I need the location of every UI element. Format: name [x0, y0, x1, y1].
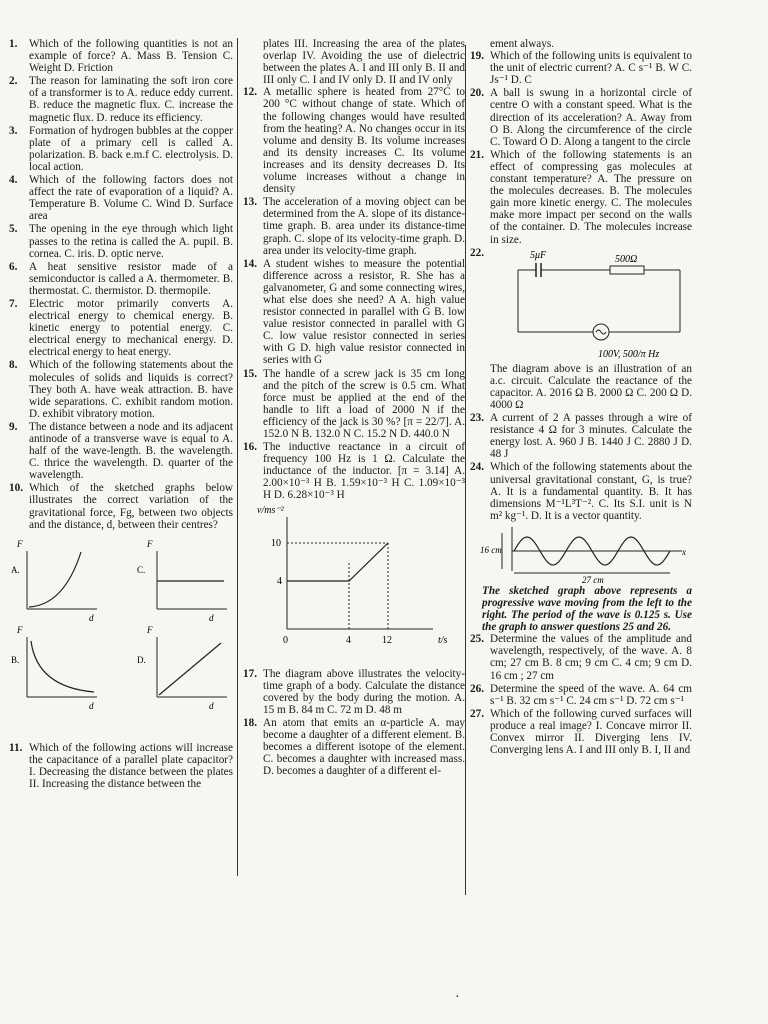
question-number: 22. [470, 246, 484, 259]
question-number: 10. [9, 482, 23, 495]
question-text: Which of the following statements about the universal gravitational constant, G, is true? A. It is a fundamental quantity. B. It has dimensions M⁻¹L³T⁻². C. Its S.I. unit is N m² kg⁻¹. D. It is a vector quantity. [490, 461, 692, 522]
vt-xtick-4: 4 [346, 634, 351, 646]
ac-circuit-diagram [470, 248, 692, 363]
x-axis-label: x [682, 546, 686, 557]
question-text: The distance between a node and its adjacent antinode of a transverse wave is equal to A. half of the wave-length. B. the wavelength. C. thrice the wavelength. D. quarter of the wavelength. [29, 420, 233, 482]
svg-text:d: d [89, 612, 94, 623]
question-number: 1. [9, 38, 18, 50]
velocity-time-graph [243, 503, 465, 668]
question-item [470, 708, 692, 756]
column-divider-1 [237, 38, 238, 876]
question-item [9, 482, 233, 530]
wave-svg [470, 523, 692, 585]
question-text: Determine the speed of the wave. A. 64 cm s⁻¹ B. 32 cm s⁻¹ C. 24 cm s⁻¹ D. 72 cm s⁻¹ [490, 682, 692, 707]
question-number: 4. [9, 174, 18, 187]
question-item [243, 368, 465, 441]
question-text: The opening in the eye through which light passes to the retina is called the A. pupil. B. cornea. C. iris. D. optic nerve. [29, 223, 233, 260]
question-11-continued: plates III. Increasing the area of the plates overlap IV. Avoiding the use of dielectric between the plates A. I and III only B. II and III only C. I and IV only D. II and IV only [263, 38, 465, 87]
graph-d-label: D. [137, 654, 146, 665]
question-text: Formation of hydrogen bubbles at the copper plate of a primary cell is called A. polarization. B. back e.m.f C. electrolysis. D. local action. [29, 124, 233, 173]
question-number: 18. [243, 716, 257, 729]
question-item [243, 441, 465, 501]
question-item [9, 174, 233, 222]
question-text: Which of the following statements about the molecules of solids and liquids is correct? They both A. have weak attraction. B. have wide separations. C. exhibit random motion. D. exhibit vibratory motion. [29, 359, 233, 420]
svg-text:d: d [209, 700, 214, 711]
column-2 [243, 38, 465, 778]
question-text: Which of the following statements is an effect of compressing gas molecules at constant temperature? A. The pressure on the molecules decreases. B. The molecules gain more kinetic energy. C. The molecules make more impact per second on the walls of the container. D. The molecules increase in size. [490, 148, 692, 246]
question-number: 23. [470, 412, 484, 425]
question-number: 3. [9, 124, 18, 137]
resistor-label: 500Ω [615, 253, 638, 265]
question-item [243, 717, 465, 777]
question-number: 2. [9, 75, 18, 88]
graph-a-label: A. [11, 564, 20, 575]
question-text: The reason for laminating the soft iron core of a transformer is to A. reduce eddy current. B. reduce the magnetic flux. C. increase the magnetic flux. D. reduce its efficiency. [29, 75, 233, 124]
question-number: 6. [9, 260, 18, 273]
q10-graphs-svg [9, 537, 233, 742]
graph-b [11, 625, 97, 711]
question-number: 7. [9, 297, 18, 310]
question-number: 14. [243, 257, 257, 270]
question-item [470, 412, 692, 460]
question-item [243, 86, 465, 195]
force-distance-graphs [9, 537, 233, 742]
question-text: Which of the following factors does not affect the rate of evaporation of a liquid? A. Temperature B. Volume C. Wind D. Surface area [29, 174, 233, 223]
question-text: The acceleration of a moving object can be determined from the A. slope of its distance-time graph. B. area under its distance-time graph. C. slope of its velocity-time graph. D. area under its velocity-time graph. [263, 196, 465, 257]
page-mark: · [455, 990, 460, 1005]
question-item [243, 196, 465, 256]
question-item [243, 668, 465, 716]
svg-text:d: d [209, 612, 214, 623]
column-3 [470, 38, 692, 757]
graph-d [137, 625, 227, 711]
question-text: A ball is swung in a horizontal circle of centre O with a constant speed. What is the direction of its acceleration? A. Away from O B. Along the circumference of the circle C. Toward O D. Along a tangent to the circle [490, 87, 692, 148]
question-text: The diagram above is an illustration of an a.c. circuit. Calculate the reactance of the capacitor. A. 2016 Ω B. 2000 Ω C. 200 Ω D. 4000 Ω [490, 362, 692, 411]
wavelength-label: 27 cm [582, 574, 604, 585]
question-text: Which of the following units is equivalent to the unit of electric current? A. C s⁻¹ B. W C. Js⁻¹ D. C [490, 50, 692, 87]
question-text: An atom that emits an α-particle A. may become a daughter of a different element. B. becomes a different isotope of the element. C. becomes a daughter with increased mass. D. becomes a daughter of a different el- [263, 716, 465, 778]
circuit-svg [470, 248, 692, 363]
question-number: 19. [470, 50, 484, 63]
question-number: 21. [470, 148, 484, 161]
question-item [9, 125, 233, 173]
question-18-continued: ement always. [490, 38, 554, 50]
question-number: 26. [470, 682, 484, 695]
question-item [9, 223, 233, 259]
question-number [470, 363, 490, 411]
question-item [470, 363, 692, 411]
question-number: 16. [243, 441, 257, 454]
question-text: Which of the following quantities is not an example of force? A. Mass B. Tension C. Weight D. Friction [29, 38, 233, 75]
question-number: 17. [243, 667, 257, 680]
wave-diagram [470, 523, 692, 585]
svg-text:F: F [147, 538, 153, 549]
question-item [470, 149, 692, 246]
question-number: 25. [470, 633, 484, 646]
wave-caption: The sketched graph above represents a progressive wave moving from the left to the right. The period of the wave is 0.125 s. Use the graph to answer questions 25 and 26. [482, 584, 692, 634]
question-item [9, 38, 233, 74]
question-number: 12. [243, 86, 257, 99]
graph-b-label: B. [11, 654, 20, 665]
question-text: Electric motor primarily converts A. electrical energy to chemical energy. B. kinetic energy to potential energy. C. electrical energy to mechanical energy. D. electrical energy to heat energy. [29, 297, 233, 359]
question-text: Determine the values of the amplitude and wavelength, respectively, of the wave. A. 8 cm; 27 cm B. 8 cm; 9 cm C. 4 cm; 9 cm D. 16 cm ; 27 cm [490, 633, 692, 682]
question-text: The handle of a screw jack is 35 cm long and the pitch of the screw is 0.5 cm. What force must be applied at the end of the handle to lift a load of 2000 N if the efficiency of the jack is 30 %? [π = 22/7]. A. 152.0 N B. 132.0 N C. 15.2 N D. 440.0 N [263, 367, 465, 440]
vt-ylabel: v/ms⁻² [257, 504, 284, 516]
vt-xtick-0: 0 [283, 634, 288, 646]
question-text: A metallic sphere is heated from 27°C to 200 °C without change of state. Which of the following changes would have resulted from the heating? A. No changes occur in its volume and density B. Its volume increases and its density increases C. Its volume increases and its density decreases D. Its volume increases without a change in density [263, 86, 465, 196]
question-item [470, 50, 692, 86]
column-1 [9, 38, 233, 791]
question-item [9, 359, 233, 419]
question-number: 20. [470, 87, 484, 100]
question-number: 9. [9, 420, 18, 433]
graph-c-label: C. [137, 564, 146, 575]
column-divider-2 [465, 45, 466, 895]
question-item [9, 421, 233, 481]
svg-text:F: F [17, 624, 23, 635]
question-item [470, 87, 692, 147]
question-item [9, 298, 233, 358]
question-text: A heat sensitive resistor made of a semiconductor is called a A. thermometer. B. thermostat. C. thermistor. D. thermopile. [29, 260, 233, 297]
question-text: Which of the sketched graphs below illustrates the correct variation of the gravitational force, Fg, between two objects and the distance, d, between their centres? [29, 482, 233, 531]
graph-c [137, 539, 227, 623]
amplitude-label: 16 cm [480, 544, 502, 555]
question-number: 5. [9, 223, 18, 236]
capacitor-label: 5μF [530, 249, 547, 261]
question-number: 24. [470, 461, 484, 474]
question-number: 13. [243, 196, 257, 209]
vt-graph-svg [243, 503, 465, 668]
question-item [470, 683, 692, 707]
question-text: Which of the following curved surfaces will produce a real image? I. Concave mirror II. Convex mirror II. Diverging lens IV. Converging lens A. I and III only B. I, II and [490, 707, 692, 757]
vt-ytick-10: 10 [271, 537, 281, 549]
question-text: The diagram above illustrates the velocity-time graph of a body. Calculate the distance covered by the body during the motion. A. 15 m B. 84 m C. 72 m D. 48 m [263, 667, 465, 716]
question-number: 8. [9, 359, 18, 372]
question-item [470, 633, 692, 681]
question-item [9, 75, 233, 123]
question-item [243, 258, 465, 367]
vt-ytick-4: 4 [277, 575, 282, 587]
question-11: 11. Which of the following actions will increase the capacitance of a parallel plate capacitor? I. Decreasing the distance between the plates II. Increasing the distance between the [9, 741, 233, 791]
graph-a-f-label: F [17, 538, 23, 549]
question-item [9, 261, 233, 297]
question-item [470, 461, 692, 521]
vt-xtick-12: 12 [382, 634, 392, 646]
svg-text:F: F [147, 624, 153, 635]
vt-xlabel: t/s [438, 634, 448, 646]
source-label: 100V, 500/π Hz [598, 348, 660, 360]
question-number: 15. [243, 367, 257, 380]
question-number: 27. [470, 707, 484, 720]
question-text: A student wishes to measure the potential difference across a resistor, R. She has a galvanometer, G and some connecting wires, what else does she need? A A. high value resistor connected in parallel with G B. low value resistor connected in parallel with G C. low value resistor connected in series with G D. high value resistor connected in series with G [263, 257, 465, 367]
svg-text:d: d [89, 700, 94, 711]
graph-a [11, 539, 97, 623]
question-text: A current of 2 A passes through a wire of resistance 4 Ω for 3 minutes. Calculate the energy lost. A. 960 J B. 1440 J C. 2880 J D. 48 J [490, 412, 692, 461]
question-text: The inductive reactance in a circuit of frequency 100 Hz is 1 Ω. Calculate the inductance of the inductor. [π = 3.14] A. 2.00×10⁻³ H B. 1.59×10⁻³ H C. 1.09×10⁻³ H D. 6.28×10⁻³ H [263, 441, 465, 502]
